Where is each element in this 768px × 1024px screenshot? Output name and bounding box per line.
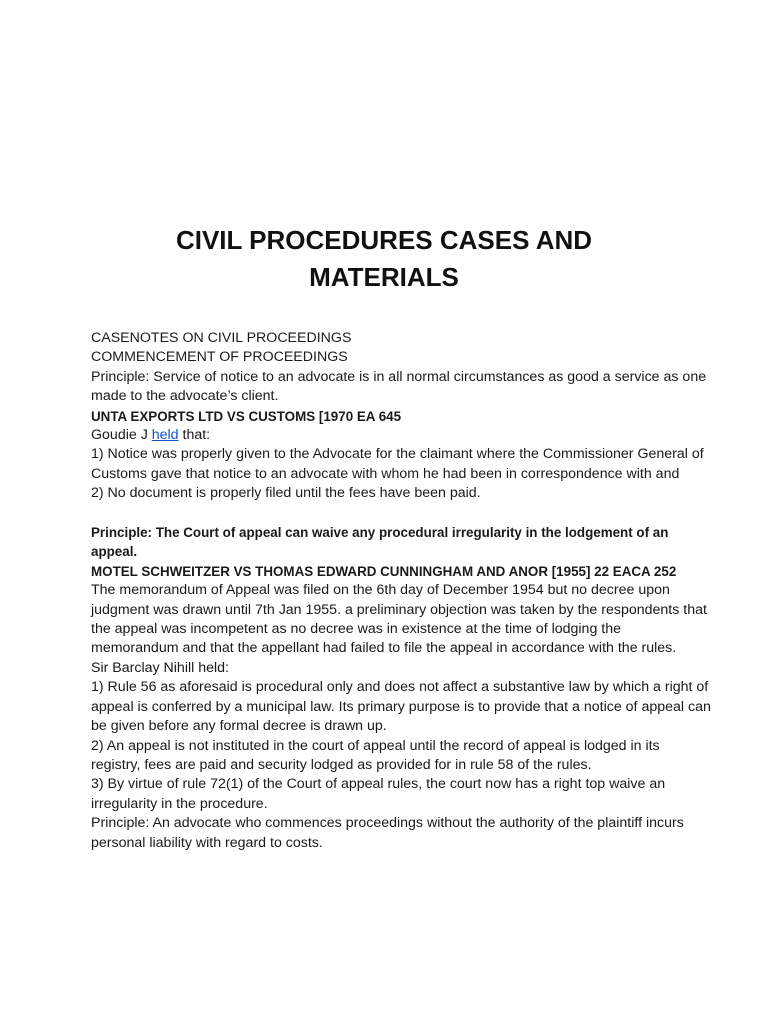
case-title-unta-exports: UNTA EXPORTS LTD VS CUSTOMS [1970 EA 645: [91, 408, 402, 424]
principle-paragraph-1: Principle: Service of notice to an advocate is in all normal circumstances as good a service as one made to the advocate’s client.: [91, 368, 707, 405]
judge-line-goudie: [91, 426, 711, 445]
holding-point-rule-72: 3) By virtue of rule 72(1) of the Court of appeal rules, the court now has a right top waive an irregularity in the procedure.: [91, 776, 666, 812]
principle-paragraph-3: Principle: An advocate who commences proceedings without the authority of the plaintiff incurs personal liability with regard to costs.: [91, 815, 684, 851]
paragraph-spacer: [91, 504, 711, 523]
holding-point-1: 1) Notice was properly given to the Advocate for the claimant where the Commissioner General of Customs gave that notice to an advocate with whom he had been in correspondence with and: [91, 446, 704, 482]
section-heading-casenotes: CASENOTES ON CIVIL PROCEEDINGS: [91, 330, 352, 346]
title-line-1: CIVIL PROCEDURES CASES AND: [175, 225, 593, 255]
case-facts-paragraph: The memorandum of Appeal was filed on the 6th day of December 1954 but no decree upon judgment was drawn until 7th Jan 1955. a preliminary objection was taken by the respondents that the appeal was incompetent as no decree was in existence at the time of lodging the memorandum and that the appellant had failed to file the appeal in accordance with the rules.: [91, 582, 707, 657]
judge-line-suffix: that:: [178, 427, 211, 444]
holding-point-2: 2) No document is properly filed until the fees have been paid.: [91, 485, 481, 502]
judge-line-nihill: Sir Barclay Nihill held:: [91, 659, 229, 676]
case-title-motel-schweitzer: MOTEL SCHWEITZER VS THOMAS EDWARD CUNNINGHAM AND ANOR [1955] 22 EACA 252: [91, 563, 677, 579]
held-link[interactable]: held: [151, 427, 179, 444]
principle-paragraph-2: Principle: The Court of appeal can waive any procedural irregularity in the lodgement of an appeal.: [91, 525, 669, 560]
document-title: [0, 222, 768, 296]
holding-point-appeal-instituted: 2) An appeal is not instituted in the court of appeal until the record of appeal is lodged in its registry, fees are paid and security lodged as provided for in rule 58 of the rules.: [91, 737, 660, 773]
judge-line-prefix: Goudie J: [91, 427, 152, 444]
title-line-2: MATERIALS: [309, 262, 459, 292]
document-body: [91, 329, 711, 853]
section-heading-commencement: COMMENCEMENT OF PROCEEDINGS: [91, 349, 348, 366]
holding-point-rule-56: 1) Rule 56 as aforesaid is procedural only and does not affect a substantive law by which a right of appeal is conferred by a municipal law. Its primary purpose is to provide that a notice of appeal can be given before any formal decree is drawn up.: [91, 679, 711, 735]
